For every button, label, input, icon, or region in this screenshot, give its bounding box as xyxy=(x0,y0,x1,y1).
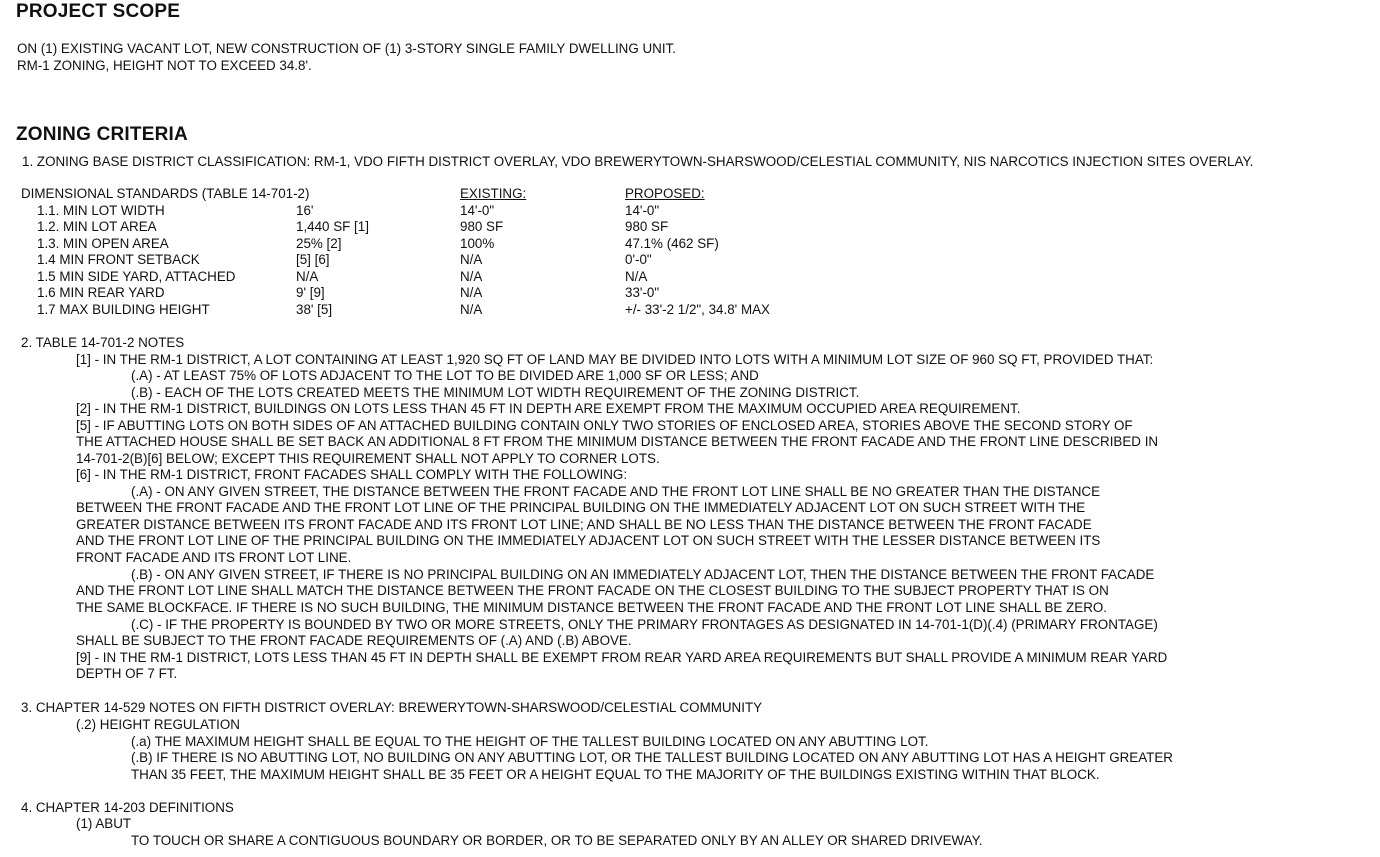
row-required: 25% [2] xyxy=(296,236,342,251)
chapter-203-line: TO TOUCH OR SHARE A CONTIGUOUS BOUNDARY OR BORDER, OR TO BE SEPARATED ONLY BY AN ALLEY OR SHARED DRIVEWAY. xyxy=(131,833,983,848)
note-line: (.B) - EACH OF THE LOTS CREATED MEETS THE MINIMUM LOT WIDTH REQUIREMENT OF THE ZONING DISTRICT. xyxy=(131,385,860,400)
note-line: FRONT FACADE AND ITS FRONT LOT LINE. xyxy=(76,550,352,565)
zoning-criteria-heading: ZONING CRITERIA xyxy=(16,124,188,145)
scope-line: ON (1) EXISTING VACANT LOT, NEW CONSTRUCTION OF (1) 3-STORY SINGLE FAMILY DWELLING UNIT. xyxy=(17,41,676,56)
chapter-203-title: 4. CHAPTER 14-203 DEFINITIONS xyxy=(21,800,234,815)
chapter-529-line: (.a) THE MAXIMUM HEIGHT SHALL BE EQUAL TO THE HEIGHT OF THE TALLEST BUILDING LOCATED ON ANY ABUTTING LOT. xyxy=(131,734,929,749)
row-label: 1.5 MIN SIDE YARD, ATTACHED xyxy=(37,269,236,284)
row-label: 1.3. MIN OPEN AREA xyxy=(37,236,169,251)
row-required: [5] [6] xyxy=(296,252,330,267)
row-proposed: +/- 33'-2 1/2", 34.8' MAX xyxy=(625,302,770,317)
scope-line: RM-1 ZONING, HEIGHT NOT TO EXCEED 34.8'. xyxy=(17,58,312,73)
column-header-existing: EXISTING: xyxy=(460,186,527,201)
row-label: 1.7 MAX BUILDING HEIGHT xyxy=(37,302,210,317)
notes-title: 2. TABLE 14-701-2 NOTES xyxy=(21,335,185,350)
row-existing: N/A xyxy=(460,285,483,300)
note-line: [2] - IN THE RM-1 DISTRICT, BUILDINGS ON LOTS LESS THAN 45 FT IN DEPTH ARE EXEMPT FROM THE MAXIMUM OCCUPIED AREA REQUIREMENT. xyxy=(76,401,1021,416)
row-proposed: 47.1% (462 SF) xyxy=(625,236,719,251)
note-line: AND THE FRONT LOT LINE SHALL MATCH THE DISTANCE BETWEEN THE FRONT FACADE ON THE CLOSEST BUILDING TO THE SUBJECT PROPERTY THAT IS ON xyxy=(76,583,1109,598)
note-line: THE SAME BLOCKFACE. IF THERE IS NO SUCH BUILDING, THE MINIMUM DISTANCE BETWEEN THE FRONT FACADE AND THE FRONT LOT LINE SHALL BE ZERO. xyxy=(76,600,1107,615)
row-label: 1.1. MIN LOT WIDTH xyxy=(37,203,165,218)
row-required: 16' xyxy=(296,203,314,218)
row-label: 1.4 MIN FRONT SETBACK xyxy=(37,252,200,267)
note-line: AND THE FRONT LOT LINE OF THE PRINCIPAL BUILDING ON THE IMMEDIATELY ADJACENT LOT ON SUCH STREET WITH THE LESSER DISTANCE BETWEEN ITS xyxy=(76,533,1101,548)
row-proposed: 33'-0" xyxy=(625,285,660,300)
note-line: (.B) - ON ANY GIVEN STREET, IF THERE IS NO PRINCIPAL BUILDING ON AN IMMEDIATELY ADJACENT LOT, THEN THE DISTANCE BETWEEN THE FRONT FACADE xyxy=(131,567,1155,582)
note-line: (.C) - IF THE PROPERTY IS BOUNDED BY TWO OR MORE STREETS, ONLY THE PRIMARY FRONTAGES AS DESIGNATED IN 14-701-1(D)(.4) (PRIMARY FRONTAGE) xyxy=(131,617,1158,632)
column-header-proposed: PROPOSED: xyxy=(625,186,705,201)
note-line: BETWEEN THE FRONT FACADE AND THE FRONT LOT LINE OF THE PRINCIPAL BUILDING ON THE IMMEDIATELY ADJACENT LOT ON SUCH STREET WITH THE xyxy=(76,500,1086,515)
row-existing: N/A xyxy=(460,269,483,284)
chapter-529-sub: (.2) HEIGHT REGULATION xyxy=(76,717,240,732)
chapter-529-title: 3. CHAPTER 14-529 NOTES ON FIFTH DISTRICT OVERLAY: BREWERYTOWN-SHARSWOOD/CELESTIAL COMMUNITY xyxy=(21,700,763,715)
row-existing: 980 SF xyxy=(460,219,504,234)
project-scope-heading: PROJECT SCOPE xyxy=(16,1,181,22)
row-label: 1.2. MIN LOT AREA xyxy=(37,219,157,234)
row-proposed: N/A xyxy=(625,269,648,284)
note-line: THE ATTACHED HOUSE SHALL BE SET BACK AN ADDITIONAL 8 FT FROM THE MINIMUM DISTANCE BETWEEN THE FRONT FACADE AND THE FRONT LINE DESCRIBED IN xyxy=(76,434,1159,449)
row-label: 1.6 MIN REAR YARD xyxy=(37,285,165,300)
row-existing: 100% xyxy=(460,236,495,251)
chapter-529-line: (.B) IF THERE IS NO ABUTTING LOT, NO BUILDING ON ANY ABUTTING LOT, OR THE TALLEST BUILDING LOCATED ON ANY ABUTTING LOT HAS A HEIGHT GREATER xyxy=(131,750,1173,765)
row-required: 9' [9] xyxy=(296,285,325,300)
note-line: [5] - IF ABUTTING LOTS ON BOTH SIDES OF AN ATTACHED BUILDING CONTAIN ONLY TWO STORIES OF ENCLOSED AREA, STORIES ABOVE THE SECOND STORY OF xyxy=(76,418,1133,433)
note-line: [9] - IN THE RM-1 DISTRICT, LOTS LESS THAN 45 FT IN DEPTH SHALL BE EXEMPT FROM REAR YARD AREA REQUIREMENTS BUT SHALL PROVIDE A MINIMUM REAR YARD xyxy=(76,650,1168,665)
row-required: 38' [5] xyxy=(296,302,333,317)
chapter-203-sub: (1) ABUT xyxy=(76,816,132,831)
note-line: 14-701-2(B)[6] BELOW; EXCEPT THIS REQUIREMENT SHALL NOT APPLY TO CORNER LOTS. xyxy=(76,451,660,466)
note-line: (.A) - ON ANY GIVEN STREET, THE DISTANCE BETWEEN THE FRONT FACADE AND THE FRONT LOT LINE SHALL BE NO GREATER THAN THE DISTANCE xyxy=(131,484,1101,499)
note-line: DEPTH OF 7 FT. xyxy=(76,666,178,681)
note-line: GREATER DISTANCE BETWEEN ITS FRONT FACADE AND ITS FRONT LOT LINE; AND SHALL BE NO LESS THAN THE DISTANCE BETWEEN THE FRONT FACADE xyxy=(76,517,1092,532)
note-line: [6] - IN THE RM-1 DISTRICT, FRONT FACADES SHALL COMPLY WITH THE FOLLOWING: xyxy=(76,467,628,482)
row-required: N/A xyxy=(296,269,319,284)
chapter-529-line: THAN 35 FEET, THE MAXIMUM HEIGHT SHALL BE 35 FEET OR A HEIGHT EQUAL TO THE MAJORITY OF THE BUILDINGS EXISTING WITHIN THAT BLOCK. xyxy=(131,767,1100,782)
note-line: SHALL BE SUBJECT TO THE FRONT FACADE REQUIREMENTS OF (.A) AND (.B) ABOVE. xyxy=(76,633,632,648)
row-existing: N/A xyxy=(460,252,483,267)
note-line: [1] - IN THE RM-1 DISTRICT, A LOT CONTAINING AT LEAST 1,920 SQ FT OF LAND MAY BE DIVIDED INTO LOTS WITH A MINIMUM LOT SIZE OF 960 SQ FT, PROVIDED THAT: xyxy=(76,352,1154,367)
zoning-classification: 1. ZONING BASE DISTRICT CLASSIFICATION: RM-1, VDO FIFTH DISTRICT OVERLAY, VDO BREWERYTOWN-SHARSWOOD/CELESTIAL COMMUNITY, NIS NARCOTICS INJECTION SITES OVERLAY. xyxy=(22,154,1254,169)
row-existing: 14'-0" xyxy=(460,203,495,218)
row-existing: N/A xyxy=(460,302,483,317)
table-header: DIMENSIONAL STANDARDS (TABLE 14-701-2) xyxy=(21,186,310,201)
row-proposed: 14'-0" xyxy=(625,203,660,218)
row-required: 1,440 SF [1] xyxy=(296,219,369,234)
note-line: (.A) - AT LEAST 75% OF LOTS ADJACENT TO THE LOT TO BE DIVIDED ARE 1,000 SF OR LESS; AND xyxy=(131,368,759,383)
row-proposed: 980 SF xyxy=(625,219,669,234)
row-proposed: 0'-0" xyxy=(625,252,652,267)
